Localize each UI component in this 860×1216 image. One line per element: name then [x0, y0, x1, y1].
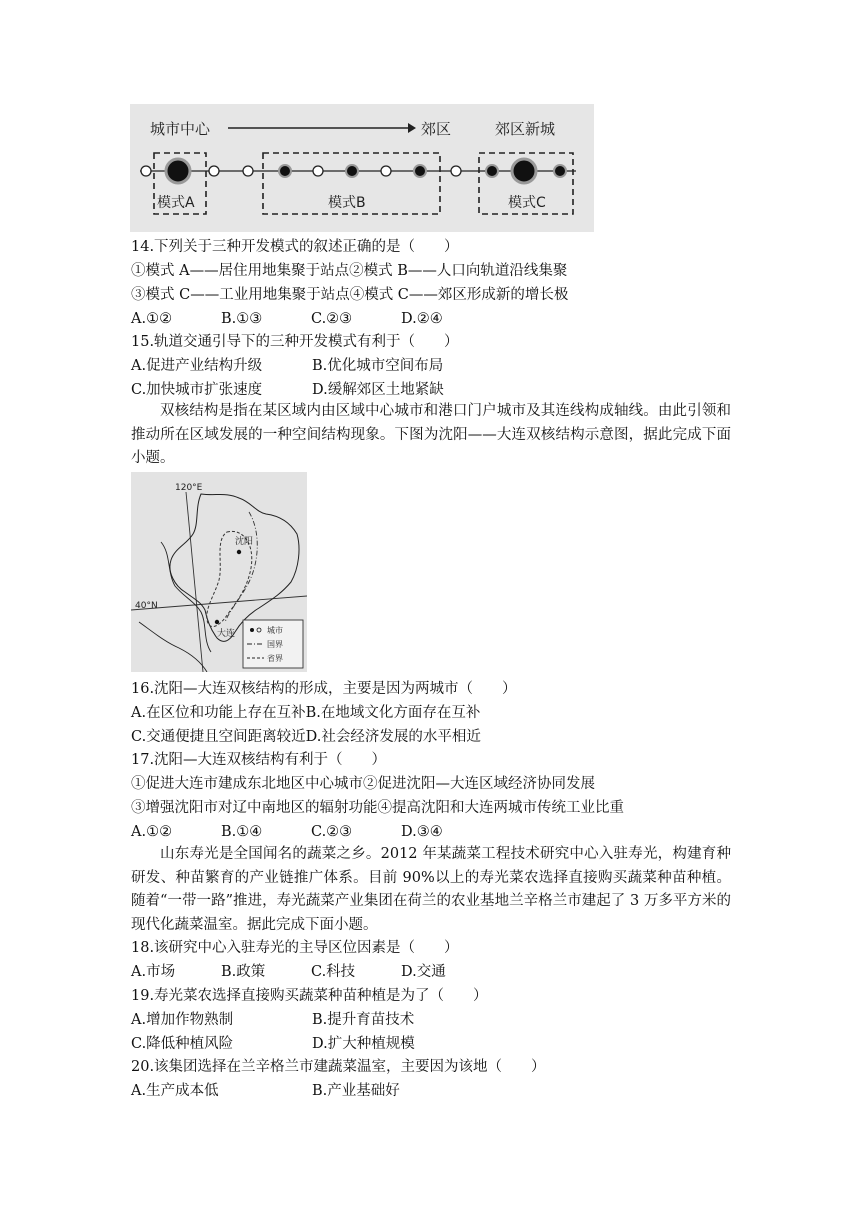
- q15-option-b: B.优化城市空间布局: [312, 358, 444, 374]
- q17-option-b: B.①④: [221, 824, 263, 840]
- label-city-center: 城市中心: [150, 120, 211, 138]
- q18-option-b: B.政策: [221, 964, 266, 980]
- q17-option-a: A.①②: [131, 824, 173, 840]
- q20-options: [131, 1081, 400, 1101]
- q17-line2: ③增强沈阳市对辽中南地区的辐射功能④提高沈阳和大连两城市传统工业比重: [131, 800, 624, 816]
- q14-option-b: B.①③: [221, 311, 263, 327]
- q18-option-c: C.科技: [311, 964, 356, 980]
- lat-label: 40°N: [135, 601, 158, 611]
- q15-options-row2: [131, 380, 444, 400]
- q14-stem: 14.下列关于三种开发模式的叙述正确的是（ ）: [131, 239, 459, 255]
- city-shenyang: 沈阳: [235, 537, 254, 547]
- legend-national-border: 国界: [267, 640, 283, 649]
- q17-stem: 17.沈阳—大连双核结构有利于（ ）: [131, 752, 387, 768]
- q19-option-a: A.增加作物熟制: [131, 1012, 234, 1028]
- legend-city: 城市: [267, 626, 283, 635]
- q20-stem: 20.该集团选择在兰辛格兰市建蔬菜温室，主要因为该地（ ）: [131, 1059, 546, 1075]
- q16-options-row2: C.交通便捷且空间距离较近D.社会经济发展的水平相近: [131, 729, 481, 745]
- q18-options: [131, 962, 491, 982]
- q19-stem: 19.寿光菜农选择直接购买蔬菜种苗种植是为了（ ）: [131, 988, 488, 1004]
- q14-option-d: D.②④: [401, 311, 443, 327]
- passage-shouguang: 山东寿光是全国闻名的蔬菜之乡。2012 年某蔬菜工程技术研究中心入驻寿光，构建育种研发、种苗繁育的产业链推广体系。目前 90%以上的寿光菜农选择直接购买蔬菜种苗种植。随着“一带一路”推进，寿光蔬菜产业集团在荷兰的农业基地兰辛格兰市建起了 3 万多平方米的现代化蔬菜温室。据此完成下面小题。: [131, 846, 731, 933]
- q14-line2: ③模式 C——工业用地集聚于站点④模式 C——郊区形成新的增长极: [131, 287, 569, 303]
- q16-options-row1: A.在区位和功能上存在互补B.在地域文化方面存在互补: [131, 705, 481, 721]
- development-mode-diagram: [130, 104, 594, 232]
- city-dalian: 大连: [217, 629, 236, 639]
- q19-option-d: D.扩大种植规模: [312, 1036, 415, 1052]
- q14-line1: ①模式 A——居住用地集聚于站点②模式 B——人口向轨道沿线集聚: [131, 263, 568, 279]
- legend-province-border: 省界: [267, 654, 283, 663]
- passage-dual-core: 双核结构是指在某区域内由区域中心城市和港口门户城市及其连线构成轴线。由此引领和推动所在区域发展的一种空间结构现象。下图为沈阳——大连双核结构示意图，据此完成下面小题。: [131, 403, 731, 466]
- lon-label: 120°E: [175, 483, 203, 493]
- q14-option-a: A.①②: [131, 311, 173, 327]
- label-new-town: 郊区新城: [495, 120, 556, 138]
- q14-option-c: C.②③: [311, 311, 353, 327]
- q18-option-a: A.市场: [131, 964, 176, 980]
- q18-option-d: D.交通: [401, 964, 446, 980]
- mode-b-label: 模式B: [328, 195, 366, 211]
- q14-options: [131, 309, 491, 329]
- q15-option-a: A.促进产业结构升级: [131, 358, 263, 374]
- q17-options: [131, 822, 491, 842]
- mode-c-label: 模式C: [508, 195, 546, 211]
- mode-a-label: 模式A: [157, 195, 195, 211]
- q20-option-b: B.产业基础好: [312, 1083, 400, 1099]
- q17-option-c: C.②③: [311, 824, 353, 840]
- q17-line1: ①促进大连市建成东北地区中心城市②促进沈阳—大连区域经济协同发展: [131, 776, 595, 792]
- q20-option-a: A.生产成本低: [131, 1083, 219, 1099]
- label-suburb: 郊区: [421, 120, 452, 138]
- q18-stem: 18.该研究中心入驻寿光的主导区位因素是（ ）: [131, 940, 459, 956]
- q19-options-row1: [131, 1010, 414, 1030]
- q19-option-c: C.降低种植风险: [131, 1036, 234, 1052]
- q19-option-b: B.提升育苗技术: [312, 1012, 415, 1028]
- q15-option-c: C.加快城市扩张速度: [131, 382, 263, 398]
- q19-options-row2: [131, 1034, 415, 1054]
- q15-stem: 15.轨道交通引导下的三种开发模式有利于（ ）: [131, 334, 459, 350]
- q16-stem: 16.沈阳—大连双核结构的形成，主要是因为两城市（ ）: [131, 681, 517, 697]
- q15-option-d: D.缓解郊区土地紧缺: [312, 382, 444, 398]
- q17-option-d: D.③④: [401, 824, 443, 840]
- shenyang-dalian-map: [131, 472, 307, 672]
- q15-options-row1: [131, 356, 443, 376]
